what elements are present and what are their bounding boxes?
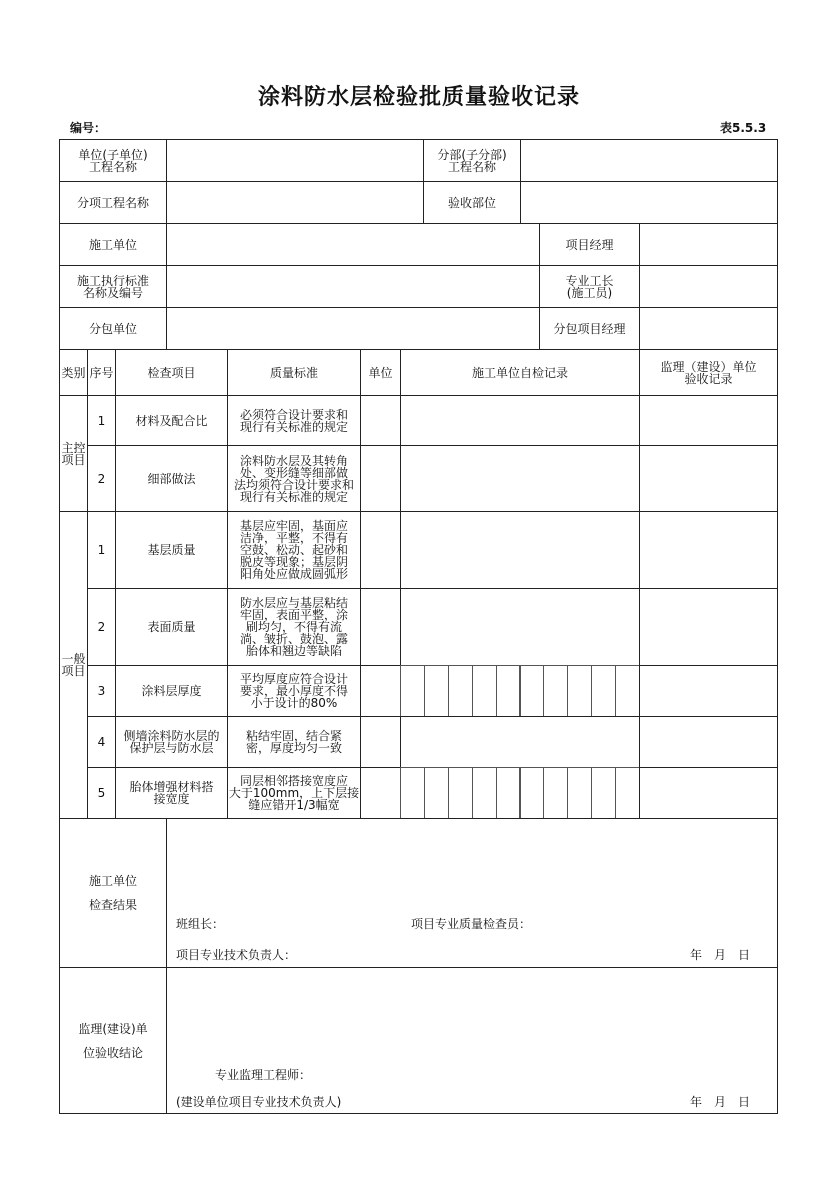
self-check-subcell[interactable]	[567, 665, 592, 717]
label-acceptance-part-text: 验收部位	[447, 195, 496, 210]
row-seq	[87, 588, 116, 666]
row-seq	[87, 716, 116, 768]
row-standard	[227, 395, 361, 446]
self-check-subcell[interactable]	[424, 767, 449, 819]
column-header-unit-text: 单位	[368, 365, 393, 380]
column-header-standard-text: 质量标准	[269, 365, 318, 380]
column-header-category-text: 类别	[61, 365, 86, 380]
row-supervision-field[interactable]	[639, 767, 778, 819]
field-acceptance-part[interactable]	[520, 181, 778, 224]
label-sub-manager-text: 分包项目经理	[553, 321, 626, 336]
row-item	[115, 665, 228, 717]
row-supervision-field[interactable]	[639, 588, 778, 666]
row-seq-text: 3	[97, 684, 106, 698]
row-seq	[87, 445, 116, 512]
row-item	[115, 588, 228, 666]
row-item-text: 表面质量	[147, 620, 196, 634]
label-foreman-text: 专业工长 (施工员)	[565, 273, 614, 300]
group-general	[59, 511, 88, 819]
row-seq	[87, 767, 116, 819]
supervision-date: 年 月 日	[690, 1095, 751, 1109]
row-standard	[227, 511, 361, 589]
construction-result-label-text: 施工单位 检查结果	[88, 874, 137, 912]
label-standard	[59, 265, 167, 308]
field-foreman[interactable]	[639, 265, 778, 308]
self-check-subcell[interactable]	[591, 767, 616, 819]
column-header-seq	[87, 349, 116, 396]
field-unit-project[interactable]	[166, 139, 424, 182]
row-standard-text: 涂料防水层及其转角 处、变形缝等细部做 法均须符合设计要求和 现行有关标准的规定	[233, 453, 354, 504]
column-header-self-check	[400, 349, 640, 396]
row-item	[115, 716, 228, 768]
field-construction-unit[interactable]	[166, 223, 540, 266]
row-standard-text: 防水层应与基层粘结 牢固，表面平整，涂 刷均匀，不得有流 淌、皱折、鼓泡、露 胎体和翘边等缺陷	[239, 596, 348, 658]
field-subcontractor[interactable]	[166, 307, 540, 350]
row-item	[115, 445, 228, 512]
label-item-project	[59, 181, 167, 224]
label-item-project-text: 分项工程名称	[76, 195, 149, 210]
column-header-supervision-text: 监理（建设）单位 验收记录	[660, 359, 757, 386]
label-sub-project-text: 分部(子分部) 工程名称	[437, 147, 507, 174]
self-check-subcell[interactable]	[615, 767, 640, 819]
team-leader-label: 班组长：	[176, 917, 225, 931]
row-item-text: 涂料层厚度	[141, 684, 202, 698]
row-standard	[227, 767, 361, 819]
row-seq-text: 1	[97, 413, 106, 428]
group-main-control-text: 主控项目	[61, 440, 86, 467]
row-item-text: 侧墙涂料防水层的 保护层与防水层	[123, 729, 220, 755]
column-header-unit	[360, 349, 401, 396]
tech-leader-label: 项目专业技术负责人：	[176, 948, 297, 962]
self-check-subcell[interactable]	[520, 767, 545, 819]
row-unit-field[interactable]	[360, 716, 401, 768]
serial-label: 编号：	[70, 121, 107, 135]
row-item	[115, 767, 228, 819]
self-check-subcell[interactable]	[448, 767, 473, 819]
row-item	[115, 395, 228, 446]
self-check-subcell[interactable]	[543, 665, 568, 717]
group-general-text: 一般项目	[61, 652, 86, 678]
construction-result-label	[59, 818, 167, 968]
label-sub-project	[423, 139, 521, 182]
row-self-check-field[interactable]	[400, 511, 640, 589]
label-standard-text: 施工执行标准 名称及编号	[76, 273, 149, 300]
row-self-check-field[interactable]	[400, 445, 640, 512]
field-project-manager[interactable]	[639, 223, 778, 266]
row-seq-text: 1	[97, 543, 106, 557]
label-unit-project	[59, 139, 167, 182]
row-standard-text: 同层相邻搭接宽度应 大于100mm，上下层接 缝应错开1/3幅宽	[228, 774, 360, 812]
row-supervision-field[interactable]	[639, 716, 778, 768]
row-standard-text: 必须符合设计要求和 现行有关标准的规定	[239, 407, 348, 434]
label-sub-manager	[539, 307, 640, 350]
self-check-subcell[interactable]	[424, 665, 449, 717]
row-seq	[87, 665, 116, 717]
row-seq-text: 5	[97, 786, 106, 800]
row-supervision-field[interactable]	[639, 395, 778, 446]
row-supervision-field[interactable]	[639, 511, 778, 589]
row-self-check-field[interactable]	[400, 716, 640, 768]
row-seq-text: 4	[97, 735, 106, 749]
self-check-subcell[interactable]	[591, 665, 616, 717]
row-item-text: 基层质量	[147, 543, 196, 557]
self-check-subcell[interactable]	[448, 665, 473, 717]
supervision-engineer-label: 专业监理工程师：	[215, 1068, 312, 1082]
row-item	[115, 511, 228, 589]
row-item-text: 材料及配合比	[135, 413, 208, 428]
column-header-self-check-text: 施工单位自检记录	[471, 365, 568, 380]
column-header-seq-text: 序号	[89, 365, 114, 380]
supervision-result-label-text: 监理(建设)单 位验收结论	[78, 1021, 148, 1060]
label-construction-unit-text: 施工单位	[88, 237, 137, 252]
row-unit-field[interactable]	[360, 767, 401, 819]
self-check-subcell[interactable]	[496, 767, 521, 819]
owner-leader-label: (建设单位项目专业技术负责人)	[176, 1095, 342, 1109]
table-number: 表5.5.3	[720, 121, 767, 135]
self-check-subcell[interactable]	[615, 665, 640, 717]
row-unit-field[interactable]	[360, 395, 401, 446]
label-subcontractor	[59, 307, 167, 350]
column-header-item-text: 检查项目	[147, 365, 196, 380]
row-seq	[87, 511, 116, 589]
field-sub-project[interactable]	[520, 139, 778, 182]
supervision-result-label	[59, 967, 167, 1114]
row-seq-text: 2	[97, 620, 106, 634]
quality-inspector-label: 项目专业质量检查员：	[411, 917, 532, 931]
row-item-text: 细部做法	[147, 471, 196, 486]
label-construction-unit	[59, 223, 167, 266]
self-check-subcell[interactable]	[400, 665, 425, 717]
supervision-result-area[interactable]	[166, 967, 778, 1114]
row-seq	[87, 395, 116, 446]
column-header-category	[59, 349, 88, 396]
field-standard[interactable]	[166, 265, 540, 308]
row-self-check-field[interactable]	[400, 588, 640, 666]
row-unit-field[interactable]	[360, 511, 401, 589]
self-check-subcell[interactable]	[472, 665, 497, 717]
label-acceptance-part	[423, 181, 521, 224]
label-foreman	[539, 265, 640, 308]
label-subcontractor-text: 分包单位	[88, 321, 137, 336]
column-header-standard	[227, 349, 361, 396]
construction-date: 年 月 日	[690, 948, 751, 962]
row-supervision-field[interactable]	[639, 665, 778, 717]
self-check-subcell[interactable]	[520, 665, 545, 717]
row-seq-text: 2	[97, 471, 106, 486]
page-title: 涂料防水层检验批质量验收记录	[257, 85, 580, 110]
self-check-subcell[interactable]	[400, 767, 425, 819]
row-standard	[227, 588, 361, 666]
label-project-manager-text: 项目经理	[565, 237, 614, 252]
row-item-text: 胎体增强材料搭 接宽度	[129, 780, 214, 806]
column-header-supervision	[639, 349, 778, 396]
row-unit-field[interactable]	[360, 588, 401, 666]
row-unit-field[interactable]	[360, 665, 401, 717]
row-standard-text: 粘结牢固，结合紧 密，厚度均匀一致	[245, 729, 342, 755]
row-unit-field[interactable]	[360, 445, 401, 512]
column-header-item	[115, 349, 228, 396]
self-check-subcell[interactable]	[496, 665, 521, 717]
row-standard	[227, 665, 361, 717]
row-self-check-field[interactable]	[400, 395, 640, 446]
label-project-manager	[539, 223, 640, 266]
label-unit-project-text: 单位(子单位) 工程名称	[78, 147, 148, 174]
self-check-subcell[interactable]	[472, 767, 497, 819]
group-main-control	[59, 395, 88, 512]
row-standard-text: 平均厚度应符合设计 要求，最小厚度不得 小于设计的80%	[239, 672, 348, 710]
self-check-subcell[interactable]	[567, 767, 592, 819]
field-sub-manager[interactable]	[639, 307, 778, 350]
field-item-project[interactable]	[166, 181, 424, 224]
self-check-subcell[interactable]	[543, 767, 568, 819]
row-standard-text: 基层应牢固，基面应 洁净，平整，不得有 空鼓、松动、起砂和 脱皮等现象；基层阴 阳角处应做成圆弧形	[239, 519, 348, 581]
row-supervision-field[interactable]	[639, 445, 778, 512]
row-standard	[227, 716, 361, 768]
row-standard	[227, 445, 361, 512]
